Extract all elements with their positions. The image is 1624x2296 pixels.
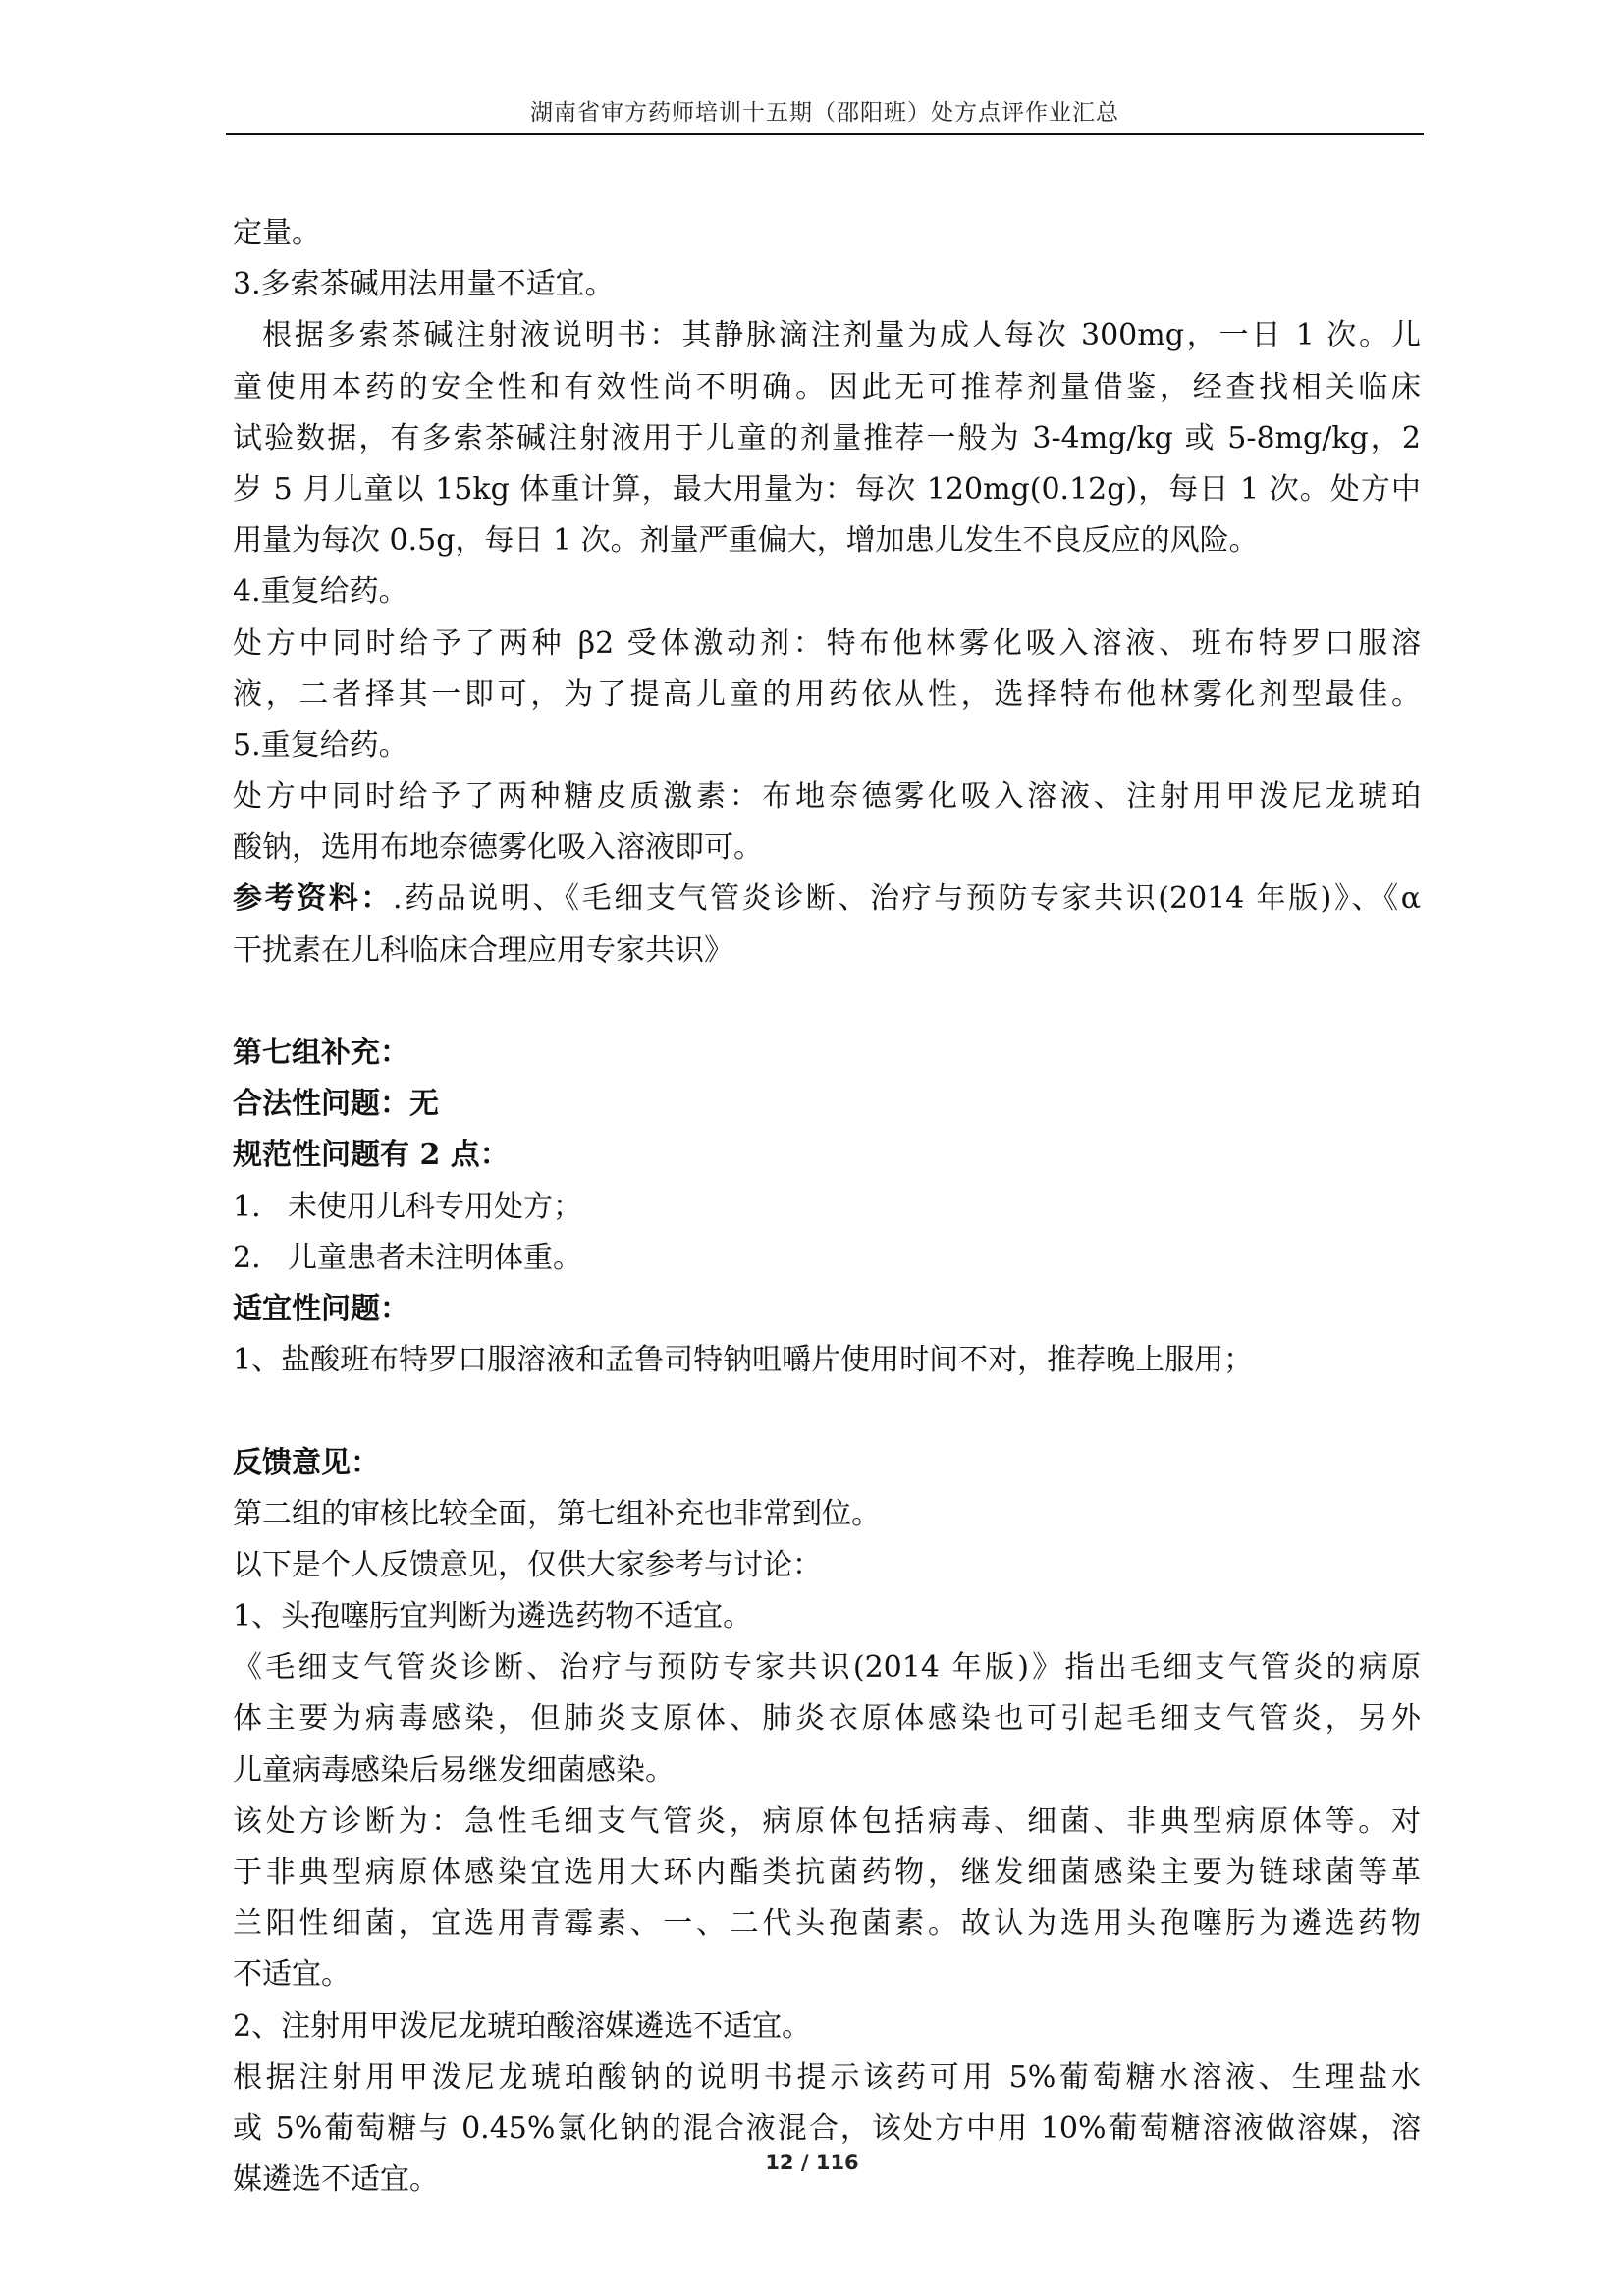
list-item [233,1182,1421,1233]
paragraph-line: 第二组的审核比较全面，第七组补充也非常到位。 [233,1496,881,1531]
list-item-text: 未使用儿科专用处方； [288,1189,582,1224]
paragraph-line: 定量。 [233,216,321,250]
paragraph-line: 童使用本药的安全性和有效性尚不明确。因此无可推荐剂量借鉴，经查找相关临床 [233,369,1421,404]
group-seven-heading: 第七组补充： [233,1036,409,1070]
paragraph-line: 处方中同时给予了两种糖皮质激素：布地奈德雾化吸入溶液、注射用甲泼尼龙琥珀 [233,779,1421,815]
paragraph-line: 干扰素在儿科临床合理应用专家共识》 [233,933,733,968]
paragraph-line: 或 5%葡萄糖与 0.45%氯化钠的混合液混合，该处方中用 10%葡萄糖溶液做溶媒，溶 [233,2110,1421,2146]
paragraph-line: 该处方诊断为：急性毛细支气管炎，病原体包括病毒、细菌、非典型病原体等。对 [233,1803,1421,1839]
paragraph-line: 《毛细支气管炎诊断、治疗与预防专家共识(2014 年版)》指出毛细支气管炎的病原 [233,1650,1421,1685]
references-text: .药品说明、《毛细支气管炎诊断、治疗与预防专家共识(2014 年版)》、《α [392,881,1422,917]
paragraph-line: 根据注射用甲泼尼龙琥珀酸钠的说明书提示该药可用 5%葡萄糖水溶液、生理盐水 [233,2059,1421,2095]
list-item-text: 儿童患者未注明体重。 [288,1240,582,1275]
paragraph-line: 液，二者择其一即可，为了提高儿童的用药依从性，选择特布他林雾化剂型最佳。 [233,676,1421,712]
paragraph-line: 于非典型病原体感染宜选用大环内酯类抗菌药物，继发细菌感染主要为链球菌等革 [233,1855,1421,1890]
paragraph-line: 根据多索茶碱注射液说明书：其静脉滴注剂量为成人每次 300mg，一日 1 次。儿 [262,318,1421,353]
list-item-number: 1. [233,1189,261,1224]
paragraph-line: 不适宜。 [233,1957,351,1993]
blank-line [233,1386,1421,1437]
blank-line [233,977,1421,1028]
standardization-heading: 规范性问题有 2 点： [233,1138,510,1173]
section-heading-4: 4.重复给药。 [233,574,408,610]
paragraph-line: 试验数据，有多索茶碱注射液用于儿童的剂量推荐一般为 3-4mg/kg 或 5-8mg/kg，2 [233,420,1421,455]
feedback-heading: 反馈意见： [233,1445,380,1480]
paragraph-line: 体主要为病毒感染，但肺炎支原体、肺炎衣原体感染也可引起毛细支气管炎，另外 [233,1701,1421,1736]
references-label: 参考资料： [233,881,393,917]
paragraph-line: 用量为每次 0.5g，每日 1 次。剂量严重偏大，增加患儿发生不良反应的风险。 [233,523,1259,559]
document-body [233,208,1421,2206]
paragraph-line: 以下是个人反馈意见，仅供大家参考与讨论： [233,1547,822,1582]
references-line [233,874,1421,925]
page-number: 12 / 116 [765,2151,859,2174]
header-divider [226,133,1424,135]
appropriateness-heading: 适宜性问题： [233,1291,409,1326]
paragraph-line: 儿童病毒感染后易继发细菌感染。 [233,1752,675,1788]
paragraph-line: 处方中同时给予了两种 β2 受体激动剂：特布他林雾化吸入溶液、班布特罗口服溶 [233,625,1421,661]
list-item-number: 2. [233,1240,261,1275]
feedback-item-2: 2、注射用甲泼尼龙琥珀酸溶媒遴选不适宜。 [233,2008,812,2044]
feedback-item-1: 1、头孢噻肟宜判断为遴选药物不适宜。 [233,1599,753,1634]
page-header-title: 湖南省审方药师培训十五期（邵阳班）处方点评作业汇总 [530,100,1119,126]
legality-heading: 合法性问题：无 [233,1087,439,1122]
paragraph-line: 1、盐酸班布特罗口服溶液和孟鲁司特钠咀嚼片使用时间不对，推荐晚上服用； [233,1343,1254,1378]
paragraph-line: 酸钠，选用布地奈德雾化吸入溶液即可。 [233,830,763,866]
section-heading-5: 5.重复给药。 [233,727,408,763]
paragraph-line: 兰阳性细菌，宜选用青霉素、一、二代头孢菌素。故认为选用头孢噻肟为遴选药物 [233,1906,1421,1942]
list-item [233,1233,1421,1284]
paragraph-line: 媒遴选不适宜。 [233,2163,439,2198]
section-heading-3: 3.多索茶碱用法用量不适宜。 [233,267,615,302]
paragraph-line: 岁 5 月儿童以 15kg 体重计算，最大用量为：每次 120mg(0.12g)，每日 1 次。处方中 [233,471,1421,507]
